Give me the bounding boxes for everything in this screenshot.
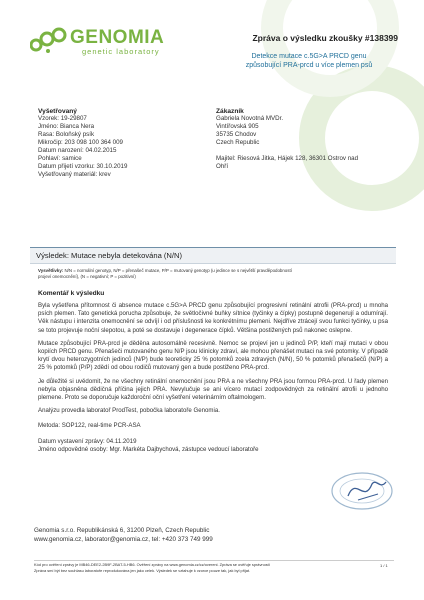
genomia-logo <box>30 27 180 57</box>
owner-line: Ohří <box>216 163 229 170</box>
issued-date: Datum vystavení zprávy: 04.11.2019 <box>38 437 137 445</box>
legend-text-2: projeví onemocnění), (N = negativní; P = pozitivní) <box>38 274 136 279</box>
logo-brand: GENOMIA <box>70 27 165 48</box>
report-subtitle-1: Detekce mutace c.5G>A PRCD genu <box>251 53 367 60</box>
customer-block <box>216 108 396 171</box>
subject-line: Datum narození: 04.02.2015 <box>38 147 117 154</box>
report-subtitle-2: způsobující PRA-prcd u více plemen psů <box>245 62 373 69</box>
logo-tagline: genetic laboratory <box>82 47 160 56</box>
method-line: Metoda: SOP122, real-time PCR-ASA <box>38 422 141 430</box>
subject-line: Mikročip: 203 098 100 364 009 <box>38 139 123 146</box>
comment-heading: Komentář k výsledku <box>38 290 105 297</box>
legend-text: N/N = normální genotyp, N/P = přenašeč mutace, P/P = mutovaný genotyp (u jedince se s největší pravděpodobností <box>63 268 292 273</box>
subject-line: Datum přijetí vzorku: 30.10.2019 <box>38 163 128 170</box>
result-box <box>30 247 396 264</box>
legend <box>38 268 388 280</box>
customer-line: 35735 Chodov <box>216 131 257 138</box>
report-title: Zpráva o výsledku zkoušky #138399 <box>252 33 398 43</box>
laboratory-stamp <box>328 470 398 512</box>
footer-rule <box>34 560 394 561</box>
result-label: Výsledek: Mutace nebyla detekována (N/N) <box>36 251 183 260</box>
subject-line: Pohlaví: samice <box>38 155 82 162</box>
responsible-person: Jméno odpovědné osoby: Mgr. Markéta Dajbychová, zástupce vedoucí laboratoře <box>38 445 259 453</box>
footer-verification: Kód pro ověření zprávy je MB46-DEE2-2B9F-2BAT-5-HB6. Ověření zprávy na www.genomia.cz/cz/overeni. Zpráva se ověřuje správnosti <box>34 562 270 567</box>
footer-contact: www.genomia.cz, laborator@genomia.cz, tel: +420 373 749 999 <box>34 536 213 543</box>
subject-line: Vyšetřovaný materiál: krev <box>38 171 111 178</box>
customer-line: Czech Republic <box>216 139 260 146</box>
subject-block <box>38 108 208 179</box>
comment-paragraph: Je důležité si uvědomit, že ne všechny retinální onemocnění jsou PRA a ne všechny PRA jsou formou PRA-prcd. U řady plemen nebyla objasněna dědičná příčina jejich PRA. Nevylučuje se ani vícero mutací zodpovědných za retinální atrofii u jednoho plemene. Proto se doporučuje každoroční oční vyšetření veterinárním oftalmologem. <box>38 377 388 402</box>
subject-heading: Vyšetřovaný <box>38 108 77 115</box>
customer-line: Gabriela Novotná MVDr. <box>216 115 284 122</box>
subject-line: Jméno: Bianca Nera <box>38 123 95 130</box>
page-number: 1 / 1 <box>380 563 388 568</box>
comment-paragraph: Mutace způsobující PRA-prcd je děděna autosomálně recesivně. Nemoc se projeví jen u jedinců P/P, kteří mají mutaci v obou kopiích PRCD genu. Přenašeči mutovaného genu N/P jsou klinicky zdraví, ale mohou přenášet mutaci na své potomky. V případě krytí dvou heterozygotních jedinců (N/P) bude teoreticky 25 % potomků zcela zdravých (N/N), 50 % potomků přenašečů (N/P) a 25 % potomků (P/P) zdědí od obou rodičů mutovaný gen a bude postiženo PRA-prcd. <box>38 339 388 372</box>
owner-line: Majitel: Riesová Jitka, Hájek 128, 36301 Ostrov nad <box>216 155 359 162</box>
comment-section <box>38 290 388 454</box>
subject-line: Vzorek: 19-29807 <box>38 115 87 122</box>
footer-disclaimer: Zpráva smí být bez souhlasu laboratoře reprodukována jen jako celek. Výsledek se vztahuje k vzorce pouze tak, jak byl přijat. <box>34 568 251 573</box>
comment-paragraph: Byla vyšetřena přítomnost či absence mutace c.5G>A PRCD genu způsobující progresivní retinální atrofii (PRA-prcd) u mnoha psích plemen. Tato genetická porucha způsobuje, že světločivné buňky sítnice (tyčinky a čípky) postupně degenerují a odumírají. Věk nástupu i intenzita onemocnění se odvíjí i od příslušnosti ke konkrétnímu plemeni. Nejdříve ztrácejí svou funkci tyčinky, u psa se toto projevuje noční slepotou, a poté se dostavuje i degenerace čípků. Většina postižených psů nakonec oslepne. <box>38 302 388 334</box>
comment-paragraph: Analýzu provedla laboratoř ProdTest, pobočka laboratoře Genomia. <box>38 407 220 415</box>
footer-company: Genomia s.r.o. Republikánská 6, 31200 Plzeň, Czech Republic <box>34 527 210 534</box>
logo-icon <box>30 27 70 55</box>
customer-line: Vintířovská 905 <box>216 123 259 130</box>
legend-label: Vysvětlivky: <box>38 268 64 273</box>
customer-heading: Zákazník <box>216 108 244 115</box>
subject-line: Rasa: Boloňský psík <box>38 131 95 138</box>
